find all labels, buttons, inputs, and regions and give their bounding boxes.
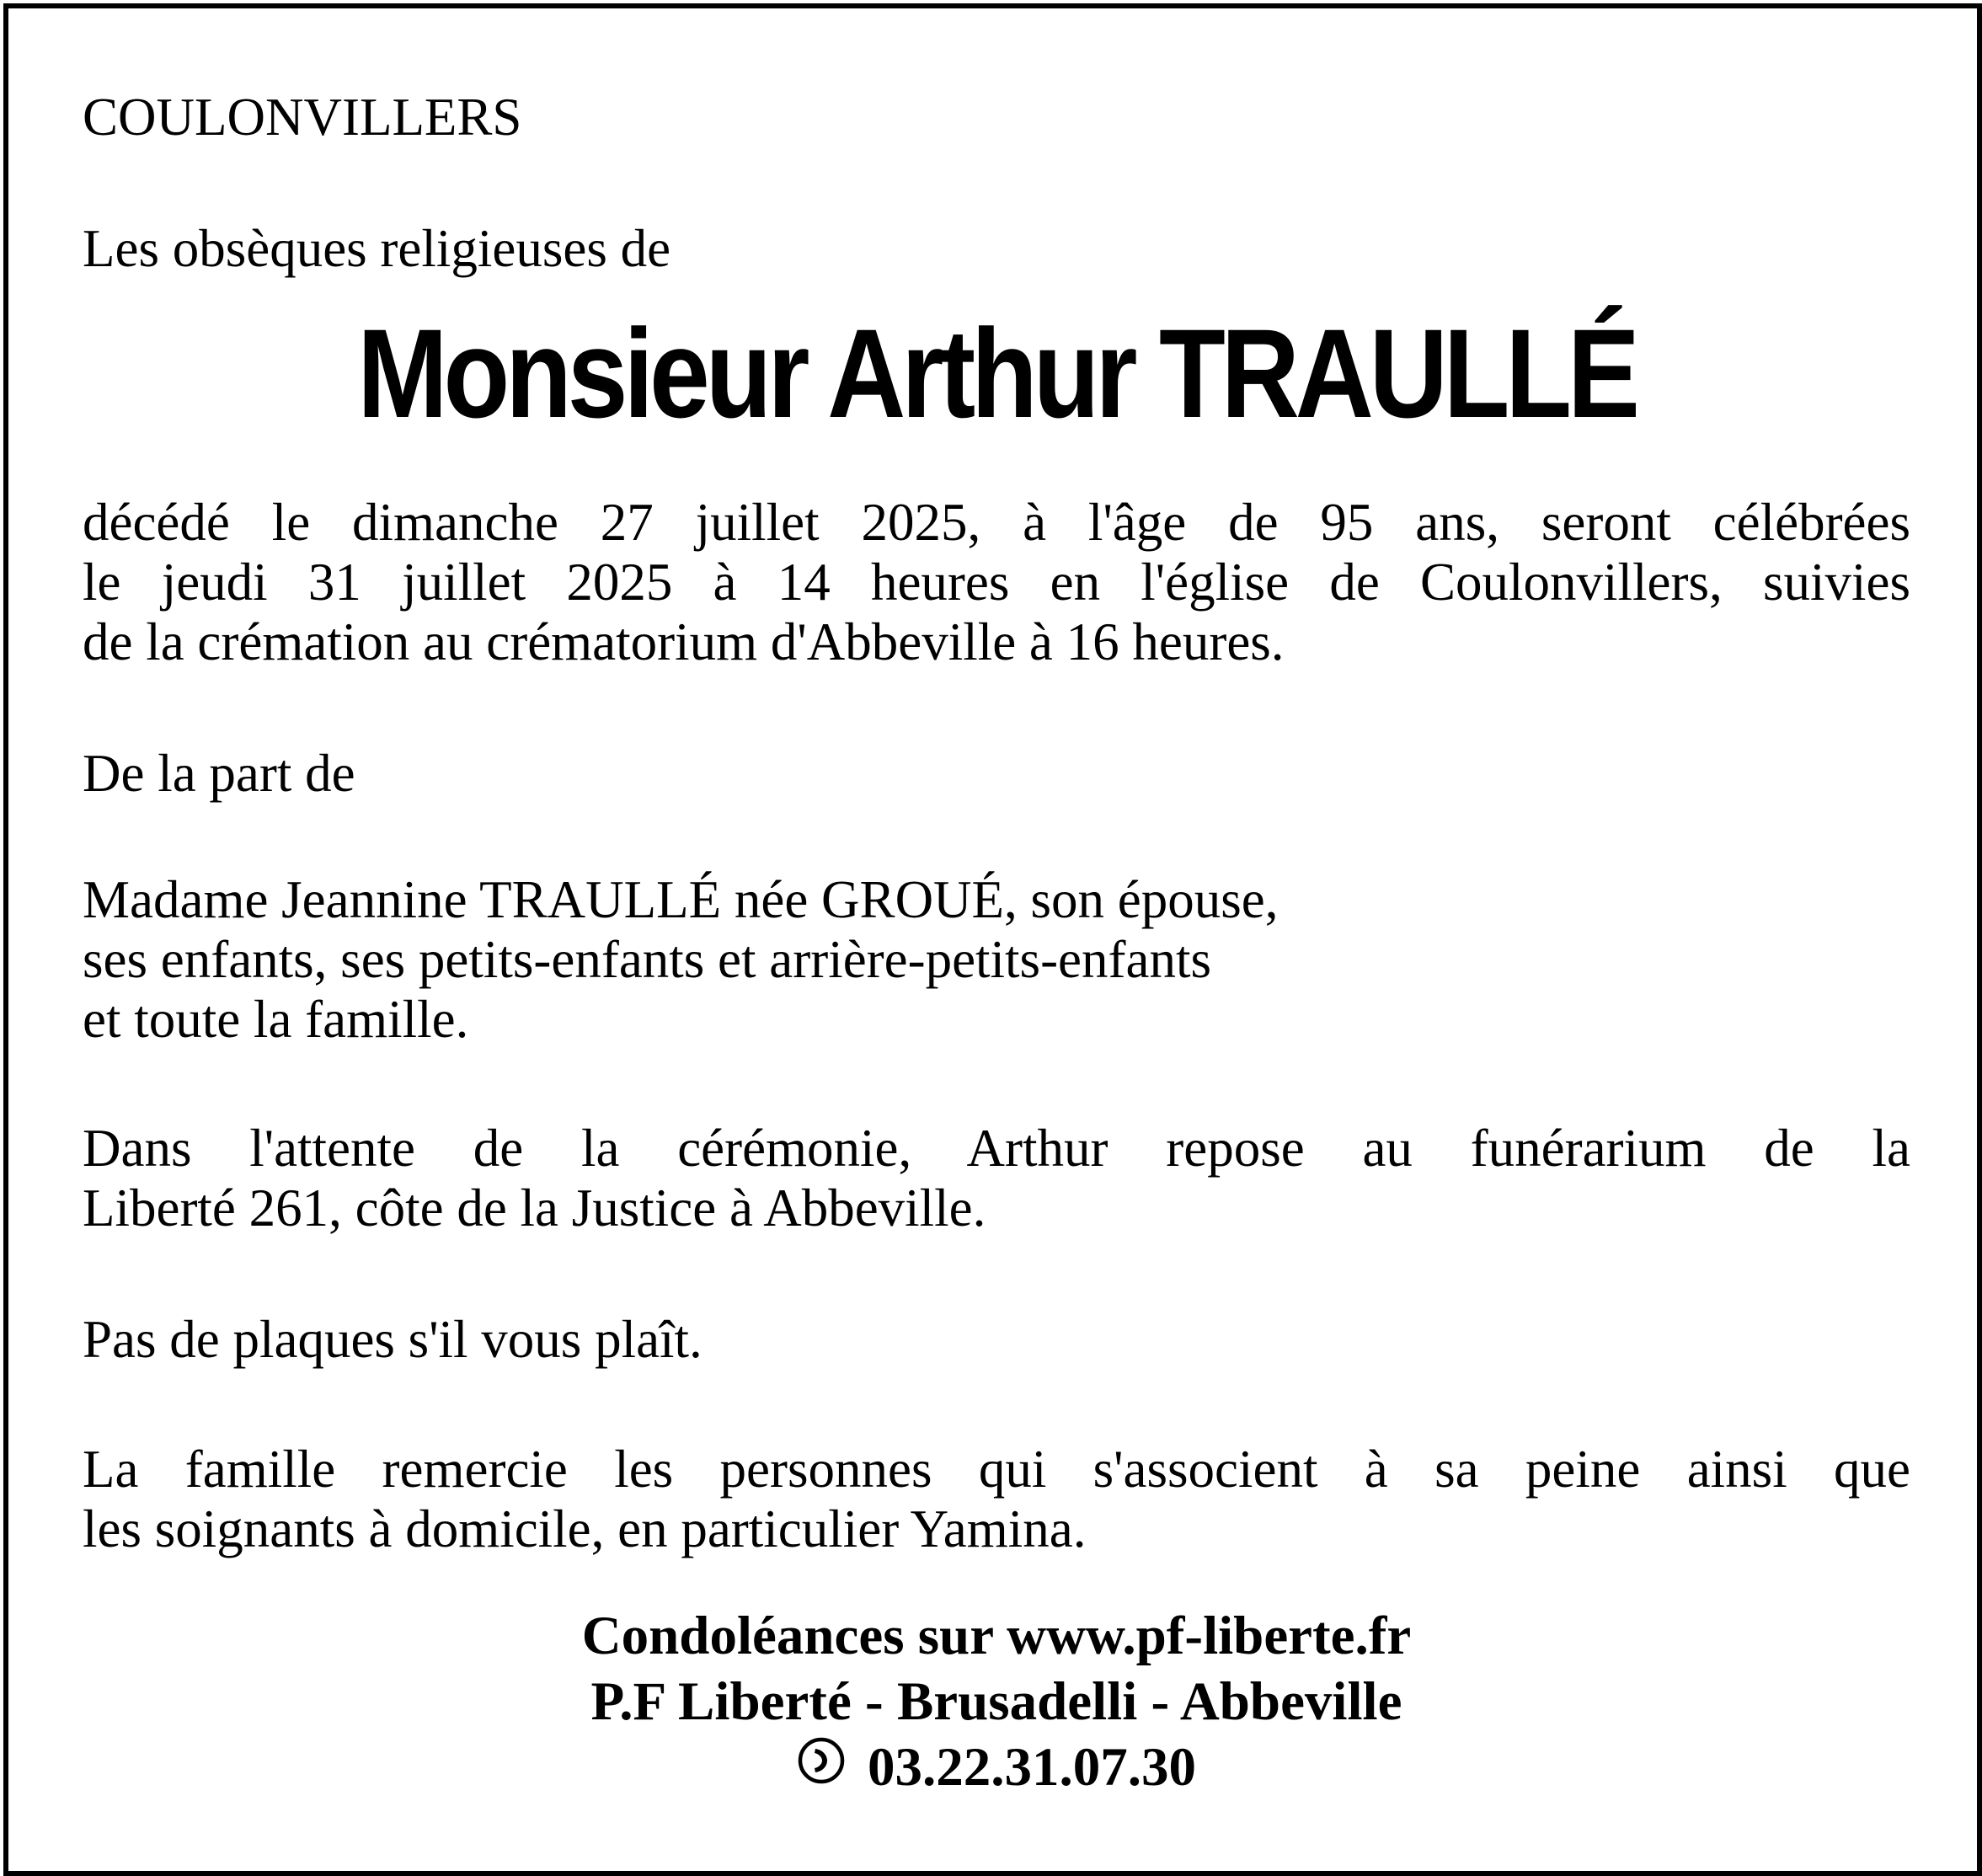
details-line-3: de la crémation au crématorium d'Abbeville à 16 heures. <box>83 612 1285 671</box>
condolences-line: Condoléances sur www.pf-liberte.fr <box>581 1606 1412 1666</box>
phone-icon <box>797 1736 846 1799</box>
family-line-3: et toute la famille. <box>83 990 469 1049</box>
obituary-notice <box>3 3 1982 1876</box>
family-line-2: ses enfants, ses petits-enfants et arrière-petits-enfants <box>83 930 1211 989</box>
thanks-line-2: les soignants à domicile, en particulier Yamina. <box>83 1499 1087 1558</box>
deceased-name: Monsieur Arthur TRAULLÉ <box>357 302 1636 444</box>
viewing-line-2: Liberté 261, côte de la Justice à Abbeville. <box>83 1179 986 1237</box>
family-intro: De la part de <box>83 744 355 803</box>
phone-number: 03.22.31.07.30 <box>868 1737 1196 1798</box>
family-line-1: Madame Jeannine TRAULLÉ née GROUÉ, son épouse, <box>83 870 1279 929</box>
intro-text: Les obsèques religieuses de <box>83 219 671 278</box>
phone-line <box>83 1736 1910 1804</box>
details-line-2: le jeudi 31 juillet 2025 à 14 heures en l'église de Coulonvillers, suivies <box>83 553 1910 612</box>
request-text: Pas de plaques s'il vous plaît. <box>83 1310 703 1369</box>
thanks-line-1: La famille remercie les personnes qui s'associent à sa peine ainsi que <box>83 1440 1910 1499</box>
viewing-line-1: Dans l'attente de la cérémonie, Arthur repose au funérarium de la <box>83 1119 1910 1178</box>
location-heading: COULONVILLERS <box>83 88 522 147</box>
company-line: P.F Liberté - Brusadelli - Abbeville <box>590 1671 1402 1732</box>
details-line-1: décédé le dimanche 27 juillet 2025, à l'âge de 95 ans, seront célébrées <box>83 493 1910 552</box>
